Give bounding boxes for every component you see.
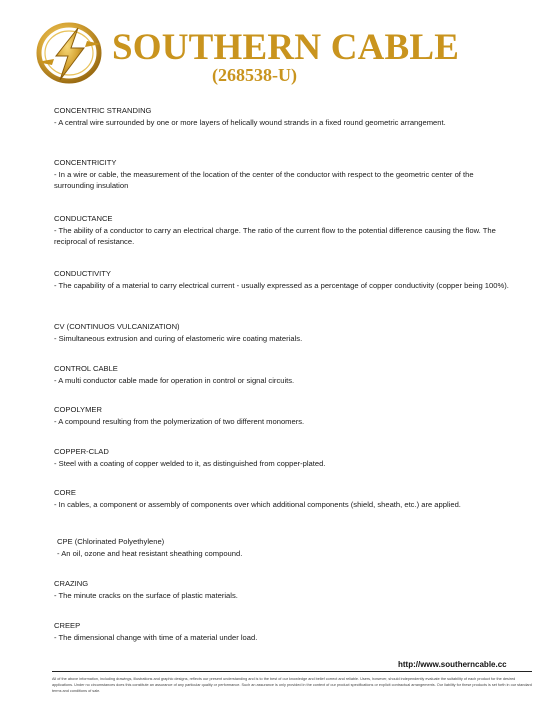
term-name: CONDUCTIVITY [54, 269, 111, 278]
term-name: CONCENTRICITY [54, 158, 117, 167]
term-name: CONDUCTANCE [54, 214, 113, 223]
term-name: CORE [54, 488, 76, 497]
term-definition: - A compound resulting from the polymerization of two different monomers. [54, 416, 305, 426]
footer-divider [52, 671, 532, 672]
brand-title: SOUTHERN CABLE [112, 27, 460, 68]
glossary-entry [54, 321, 514, 344]
glossary-entry [57, 536, 517, 559]
glossary-entry [54, 157, 514, 192]
term-definition: - In a wire or cable, the measurement of the location of the center of the conductor with respect to the geometric center of the surrounding insulation [54, 169, 474, 190]
term-definition: - A central wire surrounded by one or more layers of helically wound strands in a fixed round geometric arrangement. [54, 117, 446, 127]
glossary-entry [54, 487, 514, 510]
glossary-entry [54, 213, 514, 248]
term-definition: - In cables, a component or assembly of components over which additional components (shield, sheath, etc.) are applied. [54, 499, 461, 509]
glossary-entry [54, 620, 514, 643]
term-definition: - Simultaneous extrusion and curing of elastomeric wire coating materials. [54, 333, 303, 343]
glossary-entry [54, 363, 514, 386]
glossary-entry [54, 105, 514, 128]
term-name: CV (CONTINUOS VULCANIZATION) [54, 322, 180, 331]
company-registration-code: (268538-U) [212, 65, 297, 85]
term-name: COPPER-CLAD [54, 447, 109, 456]
term-definition: - The capability of a material to carry electrical current - usually expressed as a percentage of copper conductivity (copper being 100%). [54, 280, 509, 290]
term-definition: - An oil, ozone and heat resistant sheathing compound. [57, 548, 243, 558]
glossary-entry [54, 578, 514, 601]
website-link[interactable]: http://www.southerncable.cc [398, 660, 507, 669]
term-definition: - The ability of a conductor to carry an electrical charge. The ratio of the current flow to the potential difference causing the flow. The reciprocal of resistance. [54, 225, 496, 246]
term-name: COPOLYMER [54, 405, 102, 414]
term-name: CREEP [54, 621, 81, 630]
term-definition: - A multi conductor cable made for operation in control or signal circuits. [54, 375, 295, 385]
term-name: CONTROL CABLE [54, 364, 118, 373]
page-header [0, 0, 540, 95]
lightning-bolt-logo-icon [34, 22, 104, 84]
glossary-entry [54, 268, 514, 291]
legal-disclaimer: All of the above information, including drawings, illustrations and graphic designs, reflects our present understanding and is to the best of our knowledge and belief correct and reliable. Users, however, should independently evaluate the suitability of each product for the desired applications. Under no circumstances does this constitute an assurance of any particular quality or performance. Such an assurance is only provided in the context of our product specifications or explicit contractual arrangements. Our liability for these products is set forth in our standard terms and conditions of sale. [52, 677, 532, 693]
term-definition: - Steel with a coating of copper welded to it, as distinguished from copper-plated. [54, 458, 326, 468]
glossary-entry [54, 404, 514, 427]
term-definition: - The minute cracks on the surface of plastic materials. [54, 590, 238, 600]
term-name: CRAZING [54, 579, 89, 588]
glossary-entry [54, 446, 514, 469]
term-definition: - The dimensional change with time of a material under load. [54, 632, 258, 642]
term-name: CONCENTRIC STRANDING [54, 106, 152, 115]
term-name: CPE (Chlorinated Polyethylene) [57, 537, 165, 546]
